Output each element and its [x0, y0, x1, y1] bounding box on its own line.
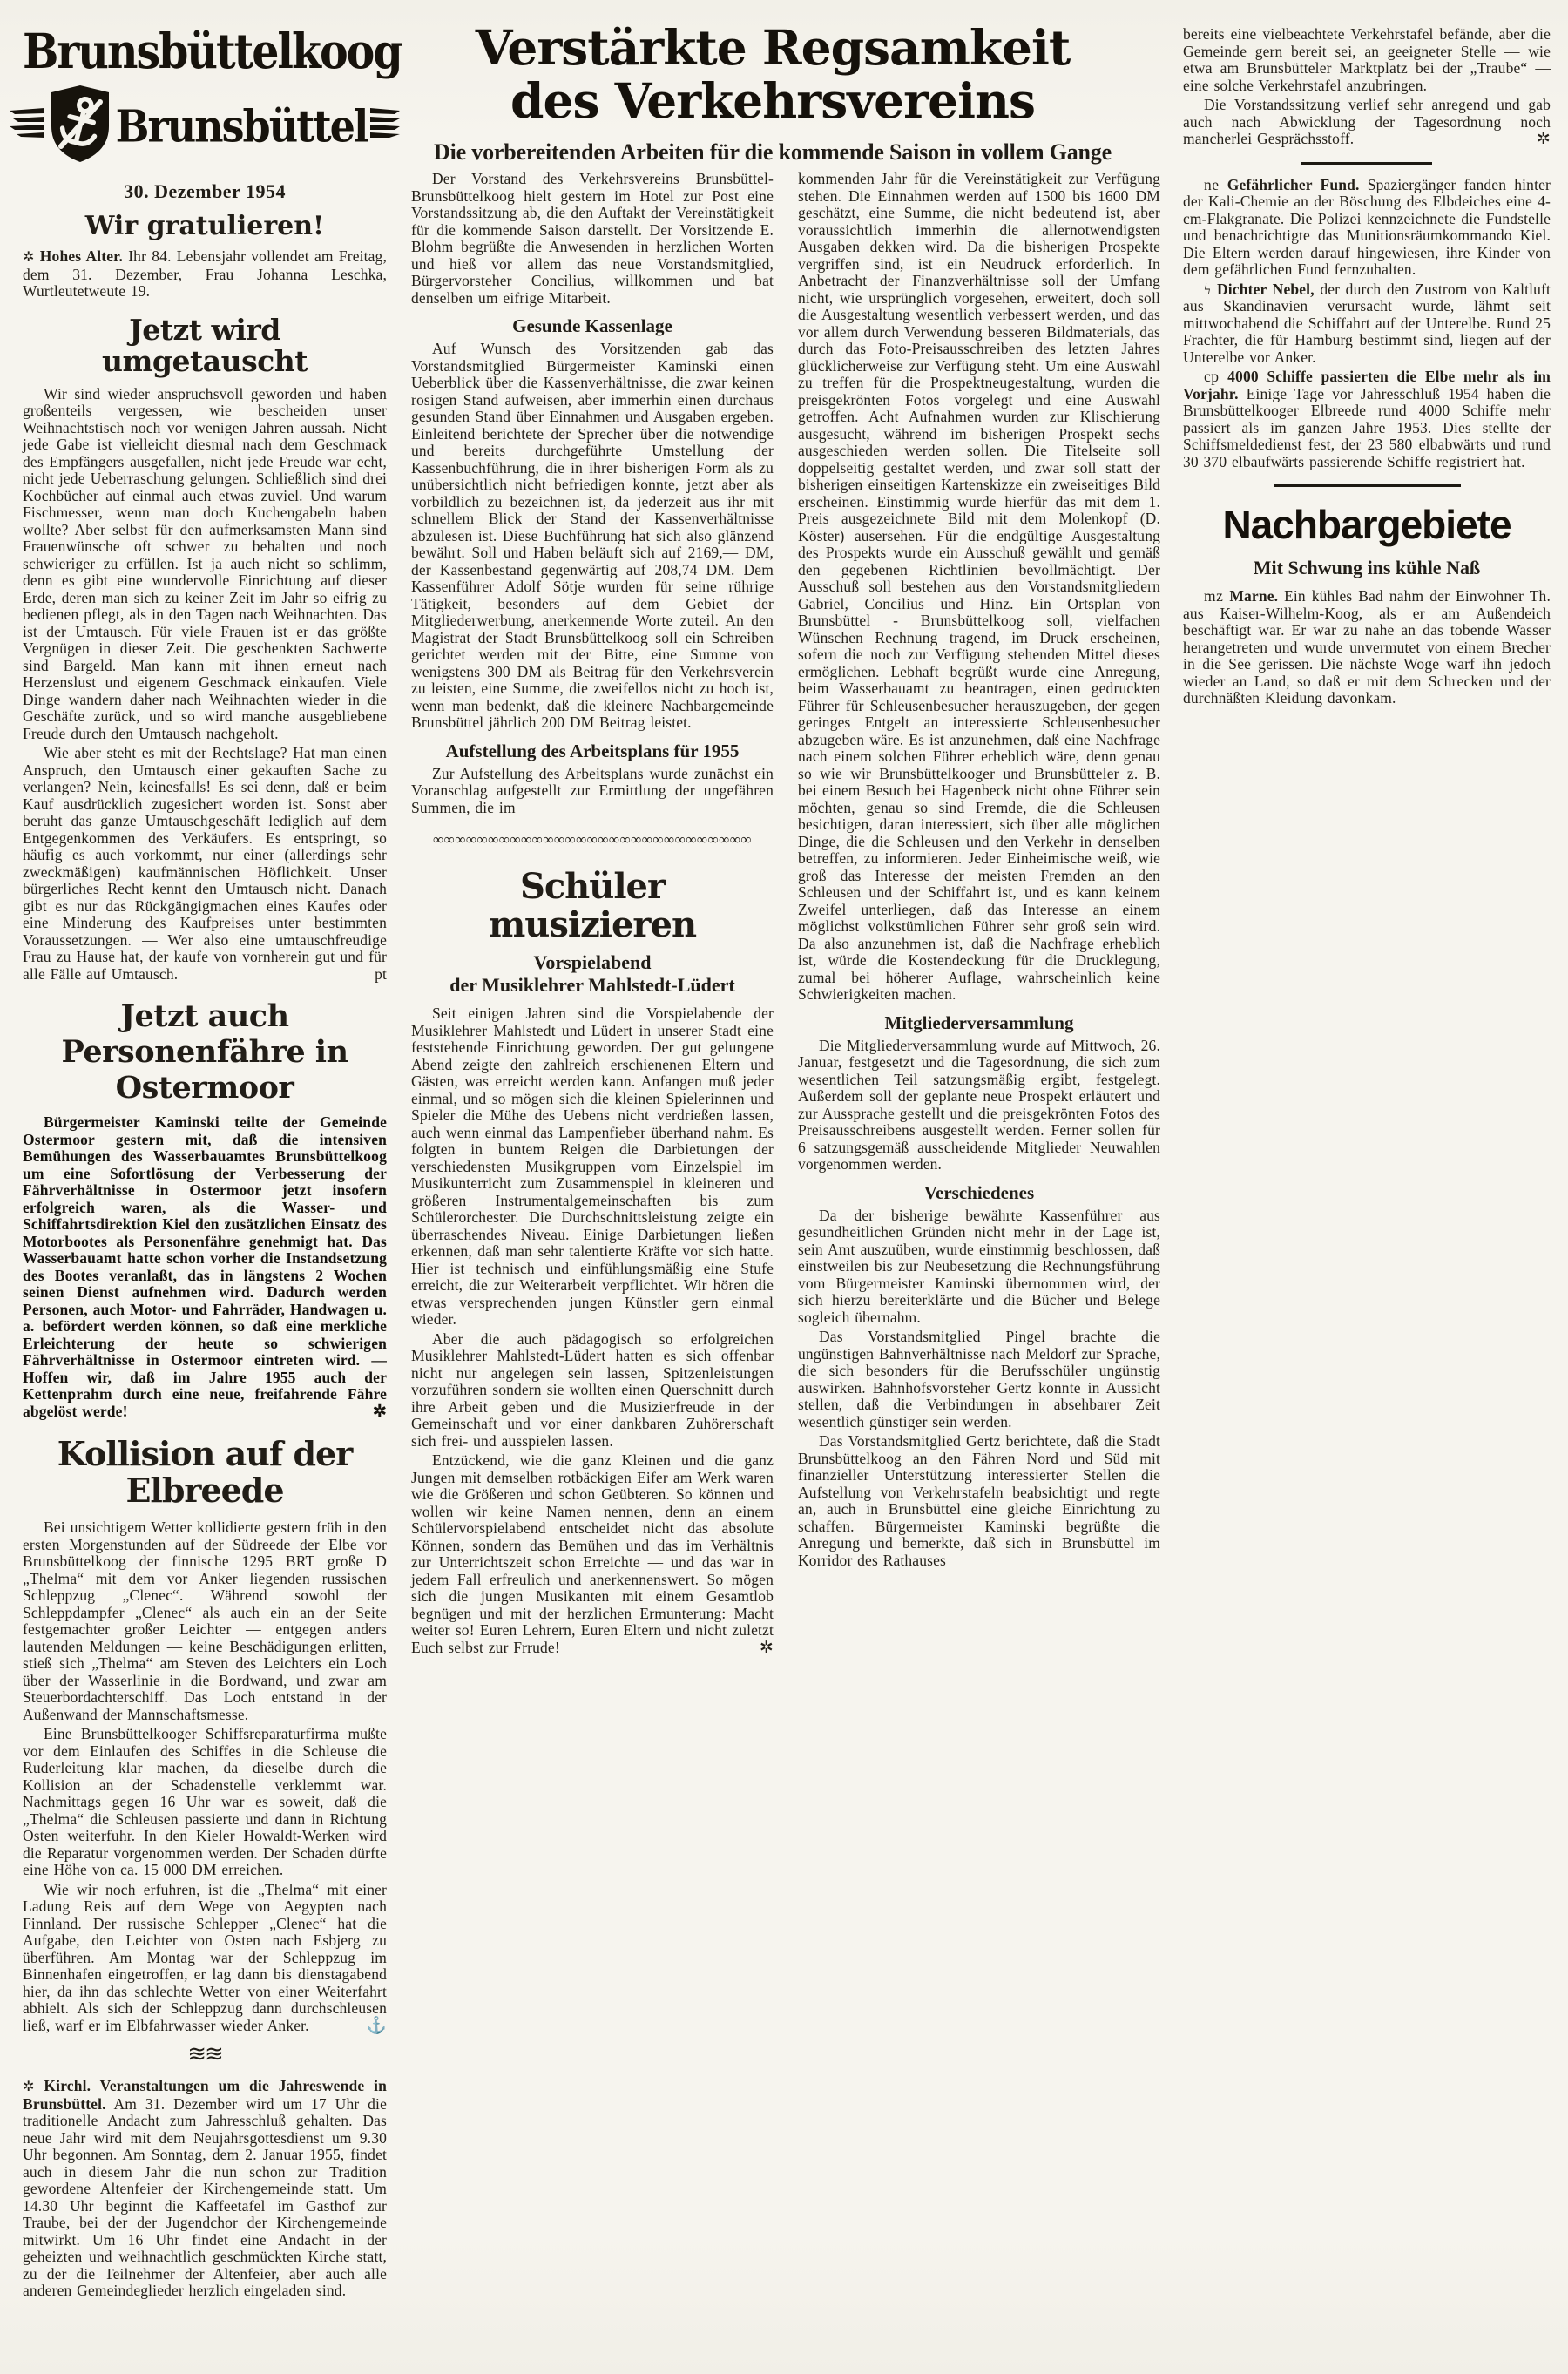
- news-text: Spaziergänger fanden hinter der Kali-Chemie an der Böschung des Elbdeiches eine 4-cm-Flakgranate. Die Polizei kennzeichnete die Fundstelle und benachrichtigte das Munitionsräumkommando Kiel. Die Eltern werden darauf hingewiesen, ihre Kinder von dem gefährlichen Fund fernzuhalten.: [1183, 175, 1551, 278]
- verkehr-paragraph-6: Da der bisherige bewährte Kassenführer aus gesundheitlichen Gründen nicht mehr in der Lage ist, sein Amt auszuüben, wurde einstimmig beschlossen, daß einstweilen bis zur Neubesetzung die Rechnungsführung vom Bürgermeister Kaminski übernommen wird, der sich hierzu bereiterklärte und die Bücher und Belege sogleich übernahm.: [798, 1206, 1160, 1326]
- schueler-paragraph-1: Seit einigen Jahren sind die Vorspielabende der Musiklehrer Mahlstedt und Lüdert in unserer Stadt eine feststehende Einrichtung geworden. Der gut gelungene Abend zeigte den zahlreich erschienenen Eltern und Gästen, was erreicht werden kann. Anfangen muß jeder einmal, und so mögen sich die kleinen Spielerinnen und Spieler die Mühe des Uebens nicht verdrießen lassen, auch wenn einmal das Lampenfieber überhand nahm. Es folgten in buntem Reigen die Darbietungen der verschiedensten Musikgruppen vom Einzelspiel im Musikunterricht zum Zusammenspiel in kleineren und größeren Instrumentalgemeinschaften bis zum Schülerorchester. Die Durchschnittsleistung zeigte ein überraschendes Niveau. Einige Darbietungen ließen erkennen, daß man sehr talentierte Kräfte vor sich hatte. Hier ist technisch und einfühlungsmäßig eine Stufe erreicht, die zur Weiterarbeit verpflichtet. Wir hören die etwas versprechenden jungen Künstler gern einmal wieder.: [411, 1004, 774, 1328]
- kollision-paragraph-3: [23, 1882, 387, 2035]
- subhead-kassenlage: Gesunde Kassenlage: [512, 315, 672, 336]
- subhead-verschiedenes: Verschiedenes: [923, 1181, 1035, 1203]
- column-1: [23, 23, 402, 2303]
- anchor-icon: ⚓: [366, 2016, 387, 2035]
- news-lead: Dichter Nebel,: [1217, 280, 1315, 298]
- main-subhead: Die vorbereitenden Arbeiten für die kommende Saison in vollem Gange: [434, 139, 1112, 165]
- masthead-title-bottom: Brunsbüttel: [115, 99, 368, 152]
- column-4: [1183, 26, 1551, 710]
- kirchl-body: Am 31. Dezember wird um 17 Uhr die traditionelle Andacht zum Jahresschluß gehalten. Das neue Jahr wird mit dem Neujahrsgottesdienst um 9.30 Uhr begonnen. Am Sonntag, dem 2. Januar 1955, findet auch in diesem Jahr die nun schon zur Tradition gewordene Altenfeier der Kirchengemeinde statt. Um 14.30 Uhr beginnt die Kaffeetafel im Gasthof zur Traube, bei der der Jugendchor der Kirchengemeinde mitwirkt. Um 16 Uhr findet eine Andacht in der geheizten und weihnachtlich geschmückten Kirche statt, zu der die Teilnehmer der Altenfeier, aber auch alle anderen Gemeindeglieder herzlich eingeladen sind.: [23, 2094, 387, 2299]
- gratulieren-text: [23, 248, 387, 301]
- news-text: Einige Tage vor Jahresschluß 1954 haben die Brunsbüttelkooger Elbreede rund 4000 Schiffe mehr passiert als im ganzen Jahre 1953. Dies stellte der Schiffsmeldedienst fest, der 23 580 elbabwärts und rund 30 370 elbaufwärts passierende Schiffe registriert hat.: [1183, 384, 1551, 470]
- news-item-nebel: [1183, 281, 1551, 367]
- headline-personenfaehre-line1: Jetzt auch: [120, 998, 289, 1034]
- column-3: [798, 171, 1160, 1572]
- kollision-paragraph-3-text: Wie wir noch erfuhren, ist die „Thelma“ mit einer Ladung Reis auf dem Wege von Aegypten nach Finnland. Der russische Schlepper „Clenec“ hat die Aufgabe, den Leichter von Osten nach Esbjerg zu überführen. Am Montag war der Schleppzug im Binnenhafen eingetroffen, er lag dann bis dienstagabend hier, da ihn das schlechte Wetter von einer Weiterfahrt abhielt. Als sich der Schleppzug dann durchschleusen ließ, warf er im Elbfahrwasser wieder Anker.: [23, 1880, 387, 2034]
- main-headline-line1: Verstärkte Regsamkeit: [475, 19, 1071, 76]
- nachbar-subhead: Mit Schwung ins kühle Naß: [1253, 557, 1481, 578]
- nachbar-dateline: Marne.: [1229, 587, 1279, 605]
- headline-nachbargebiete: Nachbargebiete: [1222, 502, 1511, 547]
- news-lead: Gefährlicher Fund.: [1227, 175, 1360, 193]
- star-icon: ✲: [23, 2080, 35, 2094]
- headline-personenfaehre-line2: Personenfähre in Ostermoor: [61, 1034, 348, 1106]
- headline-umtausch: Jetzt wird umgetauscht: [101, 312, 308, 378]
- section-rule: [1301, 162, 1432, 165]
- schueler-paragraph-2: Aber die auch pädagogisch so erfolgreichen Musiklehrer Mahlstedt-Lüdert hatten es sich offenbar nicht nur angelegen sein lassen, Spitzenleistungen vorzuführen sondern sie wollten einen Querschnitt durch ihre Arbeit geben und die Musizierfreude in der Gemeinschaft und vor einer dankbaren Zuhörerschaft sich frei- und ausspielen lassen.: [411, 1329, 774, 1450]
- main-headline-line2: des Verkehrsvereins: [510, 72, 1035, 129]
- coat-of-arms-anchor-icon: [48, 84, 112, 168]
- gratulieren-lead: Hohes Alter.: [39, 247, 123, 265]
- umtausch-paragraph-2-text: Wie aber steht es mit der Rechtslage? Hat man einen Anspruch, den Umtausch einer gekauften Sache zu verlangen? Nein, keinesfalls! Es sei denn, daß er beim Kauf ausdrücklich zugesichert worden ist. Sonst aber beruht das ganze Umtauschgeschäft lediglich auf dem Entgegenkommen des Verkäufers. Es entspringt, so häufig es auch vorkommt, nur einer (allerdings sehr zweckmäßigen) kaufmännischen Höflichkeit. Unser bürgerliches Recht kennt den Umtausch nicht. Danach gibt es nur das Rückgängigmachen eines Kaufes oder eine Minderung des Kaufpreises unter bestimmten Voraussetzungen. — Wer also eine umtauschfreudige Frau zu Hause hat, der kaufe von vornherein gut und für alle Fälle auf Umtausch.: [23, 744, 387, 983]
- headline-schueler: Schüler musizieren: [488, 866, 697, 945]
- flourish-left-icon: [10, 108, 44, 144]
- nachbar-body: Ein kühles Bad nahm der Einwohner Th. aus Kaiser-Wilhelm-Koog, als er am Außendeich beschäftigt war. Er war zu nahe an das tobende Wasser herangetreten und wurde unvermutet von einem Brecher in die See gerissen. Die nächste Woge warf ihn jedoch wieder an Land, so daß er mit dem Schrecken und der durchnäßten Kleidung davonkam.: [1183, 587, 1551, 707]
- masthead-row: [23, 84, 387, 168]
- news-item-schiffe: [1183, 369, 1551, 470]
- section-rule: [1274, 484, 1461, 487]
- faehre-text: [23, 1114, 387, 1420]
- main-headline-block: [387, 21, 1159, 166]
- kirchl-lead: Kirchl. Veranstaltungen um die Jahreswende in Brunsbüttel.: [23, 2077, 388, 2113]
- umtausch-paragraph-2: [23, 745, 387, 983]
- schueler-subhead-1: Vorspielabend: [533, 951, 652, 973]
- headline-personenfaehre: [23, 998, 387, 1106]
- subhead-arbeitsplan: Aufstellung des Arbeitsplans für 1955: [445, 740, 740, 761]
- star-icon: ✲: [372, 1402, 387, 1421]
- masthead-title-top: Brunsbüttelkoog: [23, 23, 402, 80]
- news-text: der durch den Zustrom von Kaltluft aus Skandinavien verursacht wurde, lähmt seit mittwochabend die Schiffahrt auf der Unterelbe. Rund 25 Frachter, die für Hamburg bestimmt sind, liegen auf der Unterelbe vor Anker.: [1183, 280, 1551, 366]
- verkehr-paragraph-10-text: Die Vorstandssitzung verlief sehr anregend und gab auch nach Abwicklung der Tagesordnung noch mancherlei Gesprächsstoff.: [1183, 96, 1551, 147]
- verkehr-paragraph-5: Die Mitgliederversammlung wurde auf Mittwoch, 26. Januar, festgesetzt und die Tagesordnung, die sich zum wesentlichen Teil satzungsmäßig ergibt, festgelegt. Außerdem soll der geplante neue Prospekt erläutert und zur Aussprache gestellt und die preisgekrönten Fotos des Preisausschreibens ausgestellt werden. Ferner sollen für 6 satzungsgemäß ausscheidende Mitglieder Neuwahlen vorgenommen werden.: [798, 1036, 1160, 1173]
- weather-mark-icon: ϟ: [1204, 280, 1212, 298]
- umtausch-paragraph-1: Wir sind wieder anspruchsvoll geworden und haben großenteils vergessen, wie bescheiden unser Weihnachtstisch noch vor wenigen Jahren aussah. Nicht jede Gabe ist vielleicht diesmal nach dem Geschmack des Empfängers ausgefallen, nicht jede Freude war echt, nicht jede Ueberraschung gelungen. Schließlich sind drei Kochbücher auf einmal auch etwas zuviel. Und warum Fischmesser, wenn man doch Kuchengabeln haben wollte? Aber selbst für den aufmerksamsten Mann sind Frauenwünsche oft schwer zu behalten und noch schwieriger zu erfüllen. Ist ja auch nicht so schlimm, denn es gibt eine wundervolle Einrichtung auf dieser Erde, deren man sich zu keiner Zeit im Jahr so eifrig zu bedienen pflegt, als in den Tagen nach Weihnachten. Das ist der Umtausch. Für viele Frauen ist er das größte Vergnügen in dieser Zeit. Die geschenkten Sachwerte sind Bargeld. Man kann mit ihnen erneut nach Herzenslust und eigenem Geschmack einkaufen. Viele Dinge wandern daher nach Weihnachten wieder in die Geschäfte zurück, und so wird manche ausgebliebene Freude durch den Umtausch nachgeholt.: [23, 384, 387, 742]
- nachbar-article: [1183, 588, 1551, 707]
- masthead: [23, 23, 402, 168]
- chain-divider: ∞∞∞∞∞∞∞∞∞∞∞∞∞∞∞∞∞∞∞∞∞∞∞∞∞∞∞∞∞: [433, 832, 752, 847]
- verkehr-paragraph-8: Das Vorstandsmitglied Gertz berichtete, daß die Stadt Brunsbüttelkoog an den Fähren Nord und Süd mit finanzieller Unterstützung interessierter Stellen die Aufstellung von Verkehrstafeln beabsichtigt und regte an, auch in Brunsbüttel eine gleiche Einrichtung zu schaffen. Bürgermeister Kaminski begrüßte die Anregung und bemerkte, daß sich in Brunsbüttel im Korridor des Rathauses: [798, 1432, 1160, 1569]
- star-icon: ✲: [1536, 130, 1551, 148]
- headline-wir-gratulieren: Wir gratulieren!: [84, 211, 325, 241]
- verkehr-paragraph-3: Zur Aufstellung des Arbeitsplans wurde zunächst ein Voranschlag aufgestellt zur Ermittlung der ungefähren Summen, die im: [411, 764, 774, 816]
- kollision-paragraph-2: Eine Brunsbüttelkooger Schiffsreparaturfirma mußte vor dem Einlaufen des Schiffes in die Schleuse die Ruderleitung klar machen, da dieselbe durch die Kollision an der Schadenstelle verklemmt war. Nachmittags gegen 16 Uhr war es soweit, daß die „Thelma“ die Schleusen passierte und dann in Richtung Osten weiterfuhr. In den Kieler Howaldt-Werken wird die Reparatur vorgenommen werden. Der Schaden dürfte eine Höhe von ca. 15 000 DM erreichen.: [23, 1725, 387, 1878]
- column-2: [411, 171, 774, 1659]
- news-item-fund: [1183, 177, 1551, 279]
- wavy-divider: ≋≋: [187, 2041, 222, 2066]
- correspondent-code: mz: [1204, 587, 1224, 605]
- verkehr-paragraph-7: Das Vorstandsmitglied Pingel brachte die ungünstigen Bahnverhältnisse nach Meldorf zur Sprache, die sich besonders für die Berufsschüler ungünstig auswirken. Bahnhofsvorsteher Gertz konnte in Aussicht stellen, daß die Verbindungen in absehbarer Zeit wesentlich günstiger sein werden.: [798, 1328, 1160, 1430]
- kirchl-notice: [23, 2078, 387, 2300]
- faehre-body: Bürgermeister Kaminski teilte der Gemeinde Ostermoor gestern mit, daß die intensiven Bemühungen des Wasserbauamtes Brunsbüttelkoog um eine Sofortlösung der Verbesserung der Fährverhältnisse in Ostermoor jetzt insofern erfolgreich waren, als die Wasser- und Schiffahrtsdirektion Kiel den zusätzlichen Einsatz des Motorbootes als Personenfähre genehmigt hat. Das Wasserbauamt hatte schon vorher die Instandsetzung des Bootes veranlaßt, das in längstens 2 Wochen seinen Dienst aufnehmen wird. Dadurch werden Personen, auch Motor- und Fahrräder, Handwagen u. a. befördert werden können, so daß eine merkliche Erleichterung der heute so schwierigen Fährverhältnisse in Ostermoor eintreten wird. — Hoffen wir, daß im Jahre 1955 auch der Kettenprahm durch eine neue, freifahrende Fähre abgelöst werde!: [23, 1113, 387, 1420]
- headline-kollision: Kollision auf der Elbreede: [57, 1434, 353, 1510]
- verkehr-paragraph-1: Der Vorstand des Verkehrsvereins Brunsbüttel-Brunsbüttelkoog hielt gestern im Hotel zur Post eine Vorstandssitzung ab, die den Auftakt der Vereinstätigkeit für die kommende Saison darstellt. Der Vorsitzende E. Blohm begrüßte die Anwesenden in herzlichen Worten und hieß vor allem das neue Vorstandsmitglied, Bürgervorsteher Concilius, willkommen und bat denselben um eifrige Mitarbeit.: [411, 170, 774, 307]
- subhead-mitgliederversammlung: Mitgliederversammlung: [884, 1011, 1074, 1033]
- verkehr-paragraph-4: kommenden Jahr für die Vereinstätigkeit zur Verfügung stehen. Die Einnahmen werden auf 1500 bis 1600 DM geschätzt, eine Summe, die nicht bedeutend ist, aber voraussichtlich immerhin die allernotwendigsten Ausgaben dekken wird. Da die bisherigen Prospekte vergriffen sind, ist ein Neudruck erforderlich. In Anbetracht der Finanzverhältnisse soll der Umfang nicht, wie ursprünglich vorgesehen, erweitert, doch soll die Ausgestaltung wesentlich verbessert werden, und das vor allem durch Verwendung besseren Bildmaterials, das durch das Foto-Preisausschreiben des letzten Jahres glücklicherweise zur Verfügung steht. Um eine Auswahl zu treffen für die Prospektneugestaltung, wurden die preisgekrönten Fotos vorgelegt und eine Auswahl getroffen. Acht Aufnahmen wurden zur Klischierung ausgesucht, während im bisherigen Prospekt sechs ausgeschieden werden sollen. Die Titelseite soll doppelseitig gestaltet werden, und zwar soll statt der bisherigen einseitigen Kartenskizze ein zweiseitiges Bild erscheinen. Einstimmig wurde hierfür das mit dem 1. Preis ausgezeichnete Bild mit dem Molenkopf (D. Köster) ausersehen. Für die endgültige Ausgestaltung des Prospekts wurde ein Ausschuß gewählt und gemäß den gegebenen Richtlinien bevollmächtigt. Der Ausschuß soll bestehen aus den Vorstandsmitgliedern Gabriel, Concilius und Hinz. Ein Ortsplan von Brunsbüttel - Brunsbüttelkoog soll, vielfachen Wünschen Rechnung tragend, im Druck erscheinen, sofern die noch zur Verfügung stehenden Mittel dieses ermöglichen. Lebhaft begrüßt wurde eine Anregung, beim Wasserbauamt zu beantragen, einen gedruckten Führer für Schleusenbesucher herauszugeben, der gegen geringes Entgelt an interessierte Schleusenbesucher abzugeben wäre. Es ist anzunehmen, daß eine Nachfrage nach einem solchen Führer erheblich wäre, denn genau so wie wir Brunsbüttelkooger und Brunsbütteler z. B. bei einem Besuch bei Hagenbeck nicht ohne Führer sein möchten, genau so sind Fremde, die die Schleusen besichtigen, daran interessiert, sich über alle möglichen Dinge, die die Schleusen und den Verkehr in denselben betreffen, zu informieren. Jeder Einheimische weiß, wie groß das Interesse der meisten Fremden an den Schleusen und der Schiffahrt ist, und es kann keinem Zweifel unterliegen, daß das Interesse an einem möglichst volkstümlichen Führer sehr groß sein wird. Da also anzunehmen ist, daß die Nachfrage erheblich ist, würde die Kostendeckung für die Drucklegung, zumal bei höherer Auflage, wahrscheinlich keine Schwierigkeiten machen.: [798, 170, 1160, 1003]
- kollision-paragraph-1: Bei unsichtigem Wetter kollidierte gestern früh in den ersten Morgenstunden auf der Südreede der Elbe vor Brunsbüttelkoog der finnische 1295 BRT große D „Thelma“ mit dem vor Anker liegenden russischen Schleppzug „Clenec“. Während sowohl der Schleppdampfer „Clenec“ als auch ein an der Seite festgemachter großer Leichter — entgegen anders lautenden Meldungen — keine Beschädigungen erlitten, stieß sich „Thelma“ am Steven des Leichters ein Loch über der Wasserlinie in die Bordwand, und zwar am Steuerbordachterschiff. Das Loch entstand in der Außenwand der Mannschaftsmesse.: [23, 1518, 387, 1723]
- verkehr-paragraph-10: [1183, 97, 1551, 148]
- schueler-paragraph-3: [411, 1452, 774, 1656]
- correspondent-code: ne: [1204, 175, 1220, 193]
- gratulieren-body: Ihr 84. Lebensjahr vollendet am Freitag, dem 31. Dezember, Frau Johanna Leschka, Wurtleutetweute 19.: [23, 247, 387, 300]
- correspondent-code: cp: [1204, 368, 1220, 385]
- verkehr-paragraph-9: bereits eine vielbeachtete Verkehrstafel befände, aber die Gemeinde gern bereit sei, an geeigneter Stelle — wie etwa am Brunsbütteler Marktplatz bei der „Traube“ — eine solche Verkehrstafel anzubringen.: [1183, 25, 1551, 94]
- news-lead: 4000 Schiffe passierten die Elbe mehr als im Vorjahr.: [1183, 368, 1551, 402]
- issue-date: 30. Dezember 1954: [124, 180, 286, 202]
- star-icon: ✲: [23, 250, 35, 265]
- verkehr-paragraph-2: Auf Wunsch des Vorsitzenden gab das Vorstandsmitglied Bürgermeister Kaminski einen Ueberblick über die Kassenverhältnisse, die zwar keinen rosigen Stand aufweisen, aber immerhin einen durchaus gesunden Stand über Einnahmen und Ausgaben ergeben. Einleitend berichtete der Sprecher über die notwendige und bereits durchgeführte Umstellung der Kassenbuchführung, die in ihrer bisherigen Form als zu unübersichtlich nicht befriedigen konnte, jetzt aber als vorbildlich zu bezeichnen ist, da jederzeit aus ihr mit schnellem Blick der Stand der Kassenverhältnisse abzulesen ist. Diese Buchführung hat sich also glänzend bewährt. Soll und Haben beläuft sich auf 2169,— DM, der Kassenbestand gegenwärtig auf 208,74 DM. Dem Kassenführer Adolf Sötje wurden für seine rührige Tätigkeit, besonders auf dem Gebiet der Mitgliederwerbung, anerkennende Worte zuteil. An den Magistrat der Stadt Brunsbüttelkoog soll ein Schreiben gerichtet werden mit der Bitte, eine Summe von wenigstens 300 DM als Beitrag für den Verkehrsverein zu leisten, eine Summe, die zweifellos nicht zu hoch ist, wenn man bedenkt, daß die kleinere Nachbargemeinde Brunsbüttel jährlich 200 DM Beitrag leistet.: [411, 340, 774, 731]
- star-icon: ✲: [759, 1638, 774, 1657]
- author-initials: pt: [375, 964, 387, 983]
- schueler-paragraph-3-text: Entzückend, wie die ganz Kleinen und die ganz Jungen mit demselben rotbäckigen Eifer am Werk waren wie die Größeren und schon Geübteren. So können und wollen wir keine Namen nennen, denn an einem Schülervorspielabend entscheidet nicht das absolute Können, sondern das Bemühen und das im Verhältnis zur Unterrichtszeit schon Erreichte — und das war in jedem Fall erfreulich und anerkennenswert. So mögen sich die jungen Musikanten mit einem Gesamtlob begnügen und mit der herzlichen Ermunterung: Macht weiter so! Euren Lehrern, Euren Eltern und nicht zuletzt Euch selbst zur Frrude!: [411, 1451, 774, 1656]
- schueler-subhead-2: der Musiklehrer Mahlstedt-Lüdert: [449, 974, 735, 996]
